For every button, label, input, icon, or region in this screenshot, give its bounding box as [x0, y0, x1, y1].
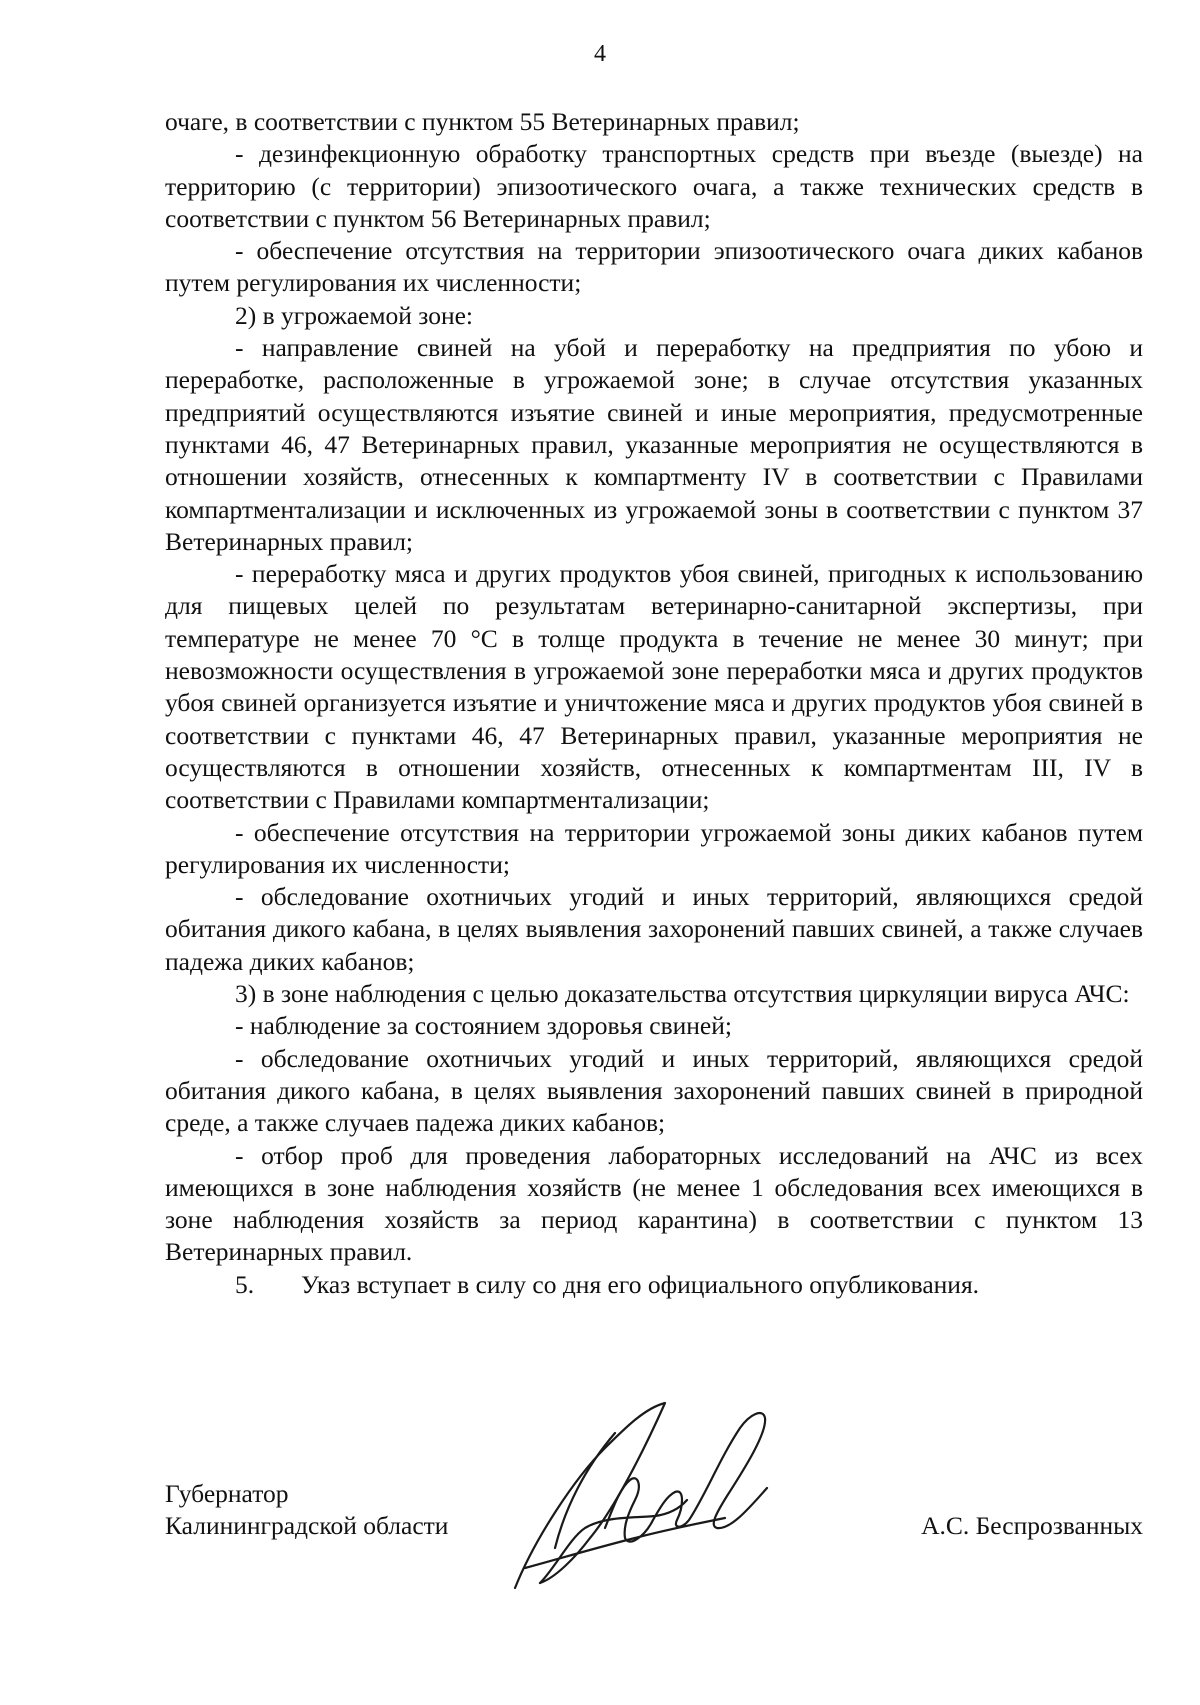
- paragraph: - направление свиней на убой и переработку на предприятия по убою и переработке, расположенные в угрожаемой зоне; в случае отсутствия указанных предприятий осуществляются изъятие свиней и иные мероприятия, предусмотренные пунктами 46, 47 Ветеринарных правил, указанные мероприятия не осуществляются в отношении хозяйств, отнесенных к компартменту IV в соответствии с Правилами компартментализации и исключенных из угрожаемой зоны в соответствии с пунктом 37 Ветеринарных правил;: [165, 333, 1143, 556]
- paragraph: - переработку мяса и других продуктов убоя свиней, пригодных к использованию для пищевых целей по результатам ветеринарно-санитарной экспертизы, при температуре не менее 70 °С в толще продукта в течение не менее 30 минут; при невозможности осуществления в угрожаемой зоне переработки мяса и других продуктов убоя свиней организуется изъятие и уничтожение мяса и других продуктов убоя свиней в соответствии с пунктами 46, 47 Ветеринарных правил, указанные мероприятия не осуществляются в отношении хозяйств, отнесенных к компартментам III, IV в соответствии с Правилами компартментализации;: [165, 559, 1143, 815]
- signatory-title-line: Губернатор: [165, 1479, 289, 1508]
- paragraph: очаге, в соответствии с пунктом 55 Ветеринарных правил;: [165, 107, 800, 136]
- paragraph: - обеспечение отсутствия на территории эпизоотического очага диких кабанов путем регулирования их численности;: [165, 236, 1143, 298]
- paragraph: - обследование охотничьих угодий и иных территорий, являющихся средой обитания дикого кабана, в целях выявления захоронений павших свиней в природной среде, а также случаев падежа диких кабанов;: [165, 1043, 1143, 1138]
- signatory-title-line: Калининградской области: [165, 1511, 449, 1541]
- paragraph: 3) в зоне наблюдения с целью доказательства отсутствия циркуляции вируса АЧС:: [235, 979, 1130, 1009]
- paragraph: - наблюдение за состоянием здоровья свиней;: [235, 1011, 732, 1041]
- page-number: 4: [594, 41, 606, 67]
- paragraph: - обеспечение отсутствия на территории угрожаемой зоны диких кабанов путем регулирования их численности;: [165, 817, 1143, 879]
- paragraph: - дезинфекционную обработку транспортных средств при въезде (выезде) на территорию (с территории) эпизоотического очага, а также технических средств в соответствии с пунктом 56 Ветеринарных правил;: [165, 139, 1143, 233]
- paragraph: - обследование охотничьих угодий и иных территорий, являющихся средой обитания дикого кабана, в целях выявления захоронений павших свиней, а также случаев падежа диких кабанов;: [165, 882, 1143, 976]
- paragraph-number: 5.: [235, 1269, 255, 1299]
- handwritten-signature: [495, 1388, 795, 1598]
- signatory-name: А.С. Беспрозванных: [921, 1511, 1143, 1540]
- paragraph: 2) в угрожаемой зоне:: [235, 300, 473, 330]
- signature-block: [165, 1478, 1143, 1598]
- signatory-title: [165, 1478, 448, 1543]
- paragraph-text: Указ вступает в силу со дня его официального опубликования.: [301, 1269, 980, 1299]
- paragraph: - отбор проб для проведения лабораторных исследований на АЧС из всех имеющихся в зоне наблюдения хозяйств (не менее 1 обследования всех имеющихся в зоне наблюдения хозяйств за период карантина) в соответствии с пунктом 13 Ветеринарных правил.: [165, 1140, 1143, 1267]
- enumerated-paragraph: [165, 1269, 1143, 1301]
- body-text: [165, 106, 1143, 1301]
